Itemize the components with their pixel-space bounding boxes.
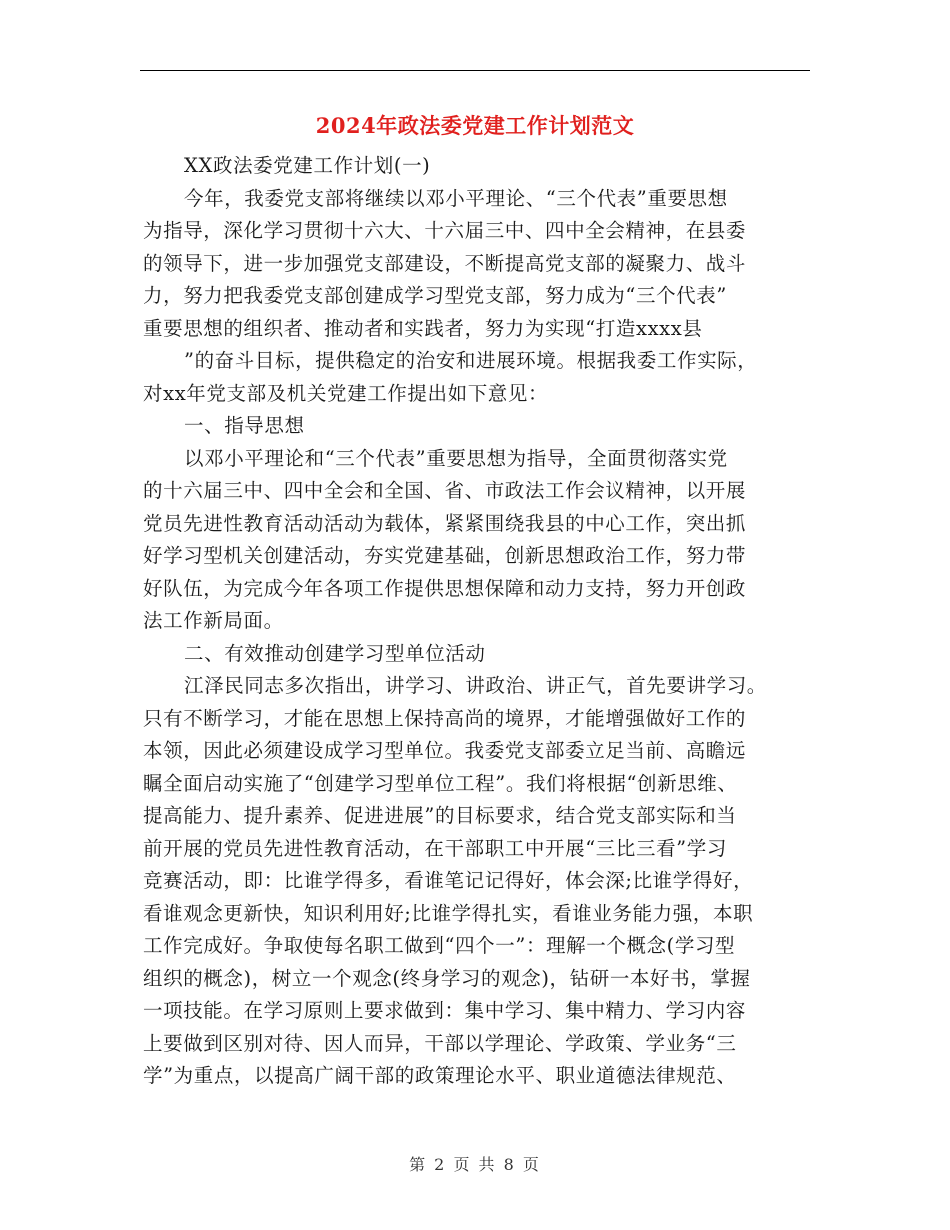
text-line: 以邓小平理论和“三个代表”重要思想为指导，全面贯彻落实党 <box>184 446 728 470</box>
header-rule <box>140 70 810 71</box>
text-line: 本领，因此必须建设成学习型单位。我委党支部委立足当前、高瞻远 <box>143 739 747 762</box>
text-line: 党员先进性教育活动活动为载体，紧紧围绕我县的中心工作，突出抓 <box>143 511 747 535</box>
section-heading: 二、有效推动创建学习型单位活动 <box>184 641 486 665</box>
text-line: 的领导下，进一步加强党支部建设，不断提高党支部的凝聚力、战斗 <box>143 251 747 275</box>
text-line: 学”为重点，以提高广阔干部的政策理论水平、职业道德法律规范、 <box>143 1064 737 1087</box>
text-line: 的十六届三中、四中全会和全国、省、市政法工作会议精神，以开展 <box>143 479 747 502</box>
page-number: 第 2 页 共 8 页 <box>409 1155 541 1174</box>
text-line: 为指导，深化学习贯彻十六大、十六届三中、四中全会精神，在县委 <box>143 219 747 242</box>
text-line: 对xx年党支部及机关党建工作提出如下意见： <box>143 381 549 405</box>
text-line: 瞩全面启动实施了“创建学习型单位工程”。我们将根据“创新思维、 <box>143 771 738 795</box>
text-line: 一项技能。在学习原则上要求做到：集中学习、集中精力、学习内容 <box>143 999 747 1022</box>
text-line: 好学习型机关创建活动，夯实党建基础，创新思想政治工作，努力带 <box>143 544 747 567</box>
text-line: 只有不断学习，才能在思想上保持高尚的境界，才能增强做好工作的 <box>143 706 747 730</box>
text-line: 力，努力把我委党支部创建成学习型党支部，努力成为“三个代表” <box>143 284 727 307</box>
text-line: 组织的概念)，树立一个观念(终身学习的观念)，钻研一本好书，掌握 <box>143 966 751 990</box>
document-title: 2024年政法委党建工作计划范文 <box>315 113 635 138</box>
text-line: 重要思想的组织者、推动者和实践者，努力为实现“打造xxxx县 <box>143 316 703 340</box>
text-line: 前开展的党员先进性教育活动，在干部职工中开展“三比三看”学习 <box>143 836 727 860</box>
text-line: 上要做到区别对待、因人而异，干部以学理论、学政策、学业务“三 <box>143 1031 737 1055</box>
text-line: 好队伍，为完成今年各项工作提供思想保障和动力支持，努力开创政 <box>143 576 747 600</box>
section-heading: 一、指导思想 <box>184 414 305 437</box>
text-line: 工作完成好。争取使每名职工做到“四个一”：理解一个概念(学习型 <box>143 934 736 957</box>
text-line: 今年，我委党支部将继续以邓小平理论、“三个代表”重要思想 <box>184 186 728 210</box>
document-body <box>143 150 813 1093</box>
text-line: XX政法委党建工作计划(一) <box>184 154 431 177</box>
text-line: 法工作新局面。 <box>143 609 284 632</box>
text-line: 竞赛活动，即：比谁学得多，看谁笔记记得好，体会深;比谁学得好， <box>143 869 754 892</box>
text-line: ”的奋斗目标，提供稳定的治安和进展环境。根据我委工作实际， <box>184 349 758 372</box>
text-line: 江泽民同志多次指出，讲学习、讲政治、讲正气，首先要讲学习。 <box>184 674 767 697</box>
text-line: 看谁观念更新快，知识利用好;比谁学得扎实，看谁业务能力强，本职 <box>143 901 754 925</box>
text-line: 提高能力、提升素养、促进进展”的目标要求，结合党支部实际和当 <box>143 804 737 827</box>
